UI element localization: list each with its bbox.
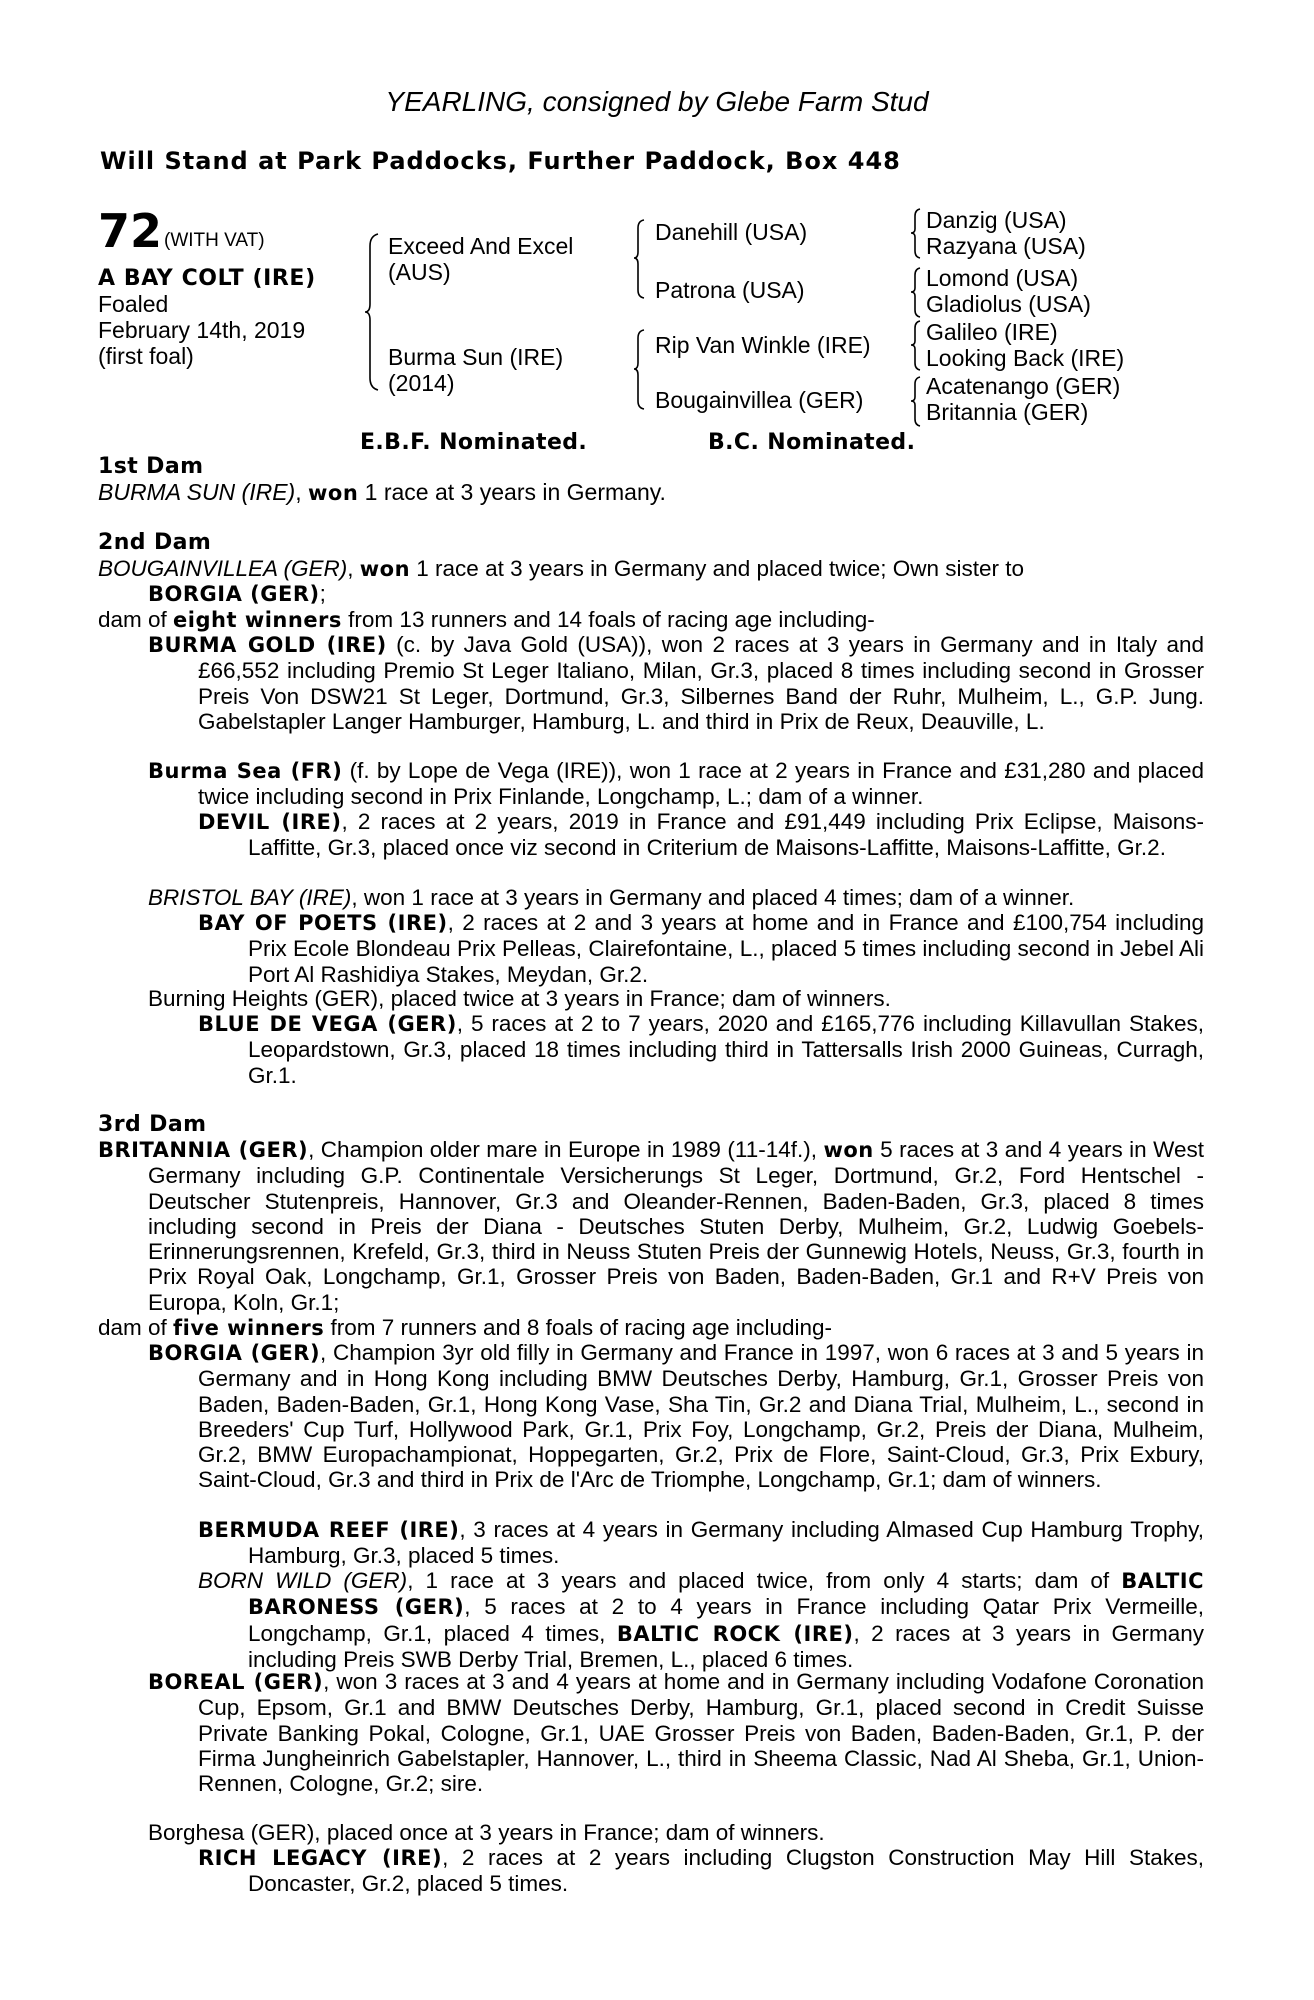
borghesa-text: Borghesa (GER), placed once at 3 years in France; dam of winners. bbox=[148, 1820, 825, 1845]
sire-name: Exceed And Excel bbox=[388, 233, 574, 259]
gp-danzig: Danzig (USA) bbox=[926, 207, 1067, 233]
first-foal-note: (first foal) bbox=[98, 343, 194, 369]
dam-year: (2014) bbox=[388, 370, 455, 396]
second-dam-produce-line bbox=[98, 607, 875, 633]
entry-borghesa bbox=[148, 1820, 1204, 1845]
ebf-nominated: E.B.F. Nominated. bbox=[360, 430, 588, 455]
sire-parents-bracket bbox=[634, 218, 650, 300]
britannia-name: BRITANNIA (GER) bbox=[98, 1138, 309, 1162]
dam-of-suffix: from 13 runners and 14 foals of racing age including- bbox=[341, 607, 875, 632]
gp-bracket-1 bbox=[910, 208, 924, 260]
sire-dam-bracket bbox=[366, 232, 386, 392]
entry-borgia bbox=[148, 1340, 1204, 1493]
dam-dam: Bougainvillea (GER) bbox=[655, 387, 864, 413]
born-wild-text-a: , 1 race at 3 years and placed twice, from only 4 starts; dam of bbox=[407, 1568, 1122, 1593]
bristol-bay-name: BRISTOL BAY (IRE) bbox=[148, 885, 352, 910]
gp-looking-back: Looking Back (IRE) bbox=[926, 345, 1125, 371]
vat-note: (WITH VAT) bbox=[164, 230, 265, 251]
dam-of-prefix-3: dam of bbox=[98, 1315, 174, 1340]
entry-blue-de-vega bbox=[198, 1011, 1204, 1088]
born-wild-text-b: , 5 races at 2 to 4 years in France including Qatar Prix Vermeille, Longchamp, Gr.1, placed 4 times, bbox=[248, 1594, 1204, 1646]
britannia-text-a: , Champion older mare in Europe in 1989 (11-14f.), bbox=[308, 1137, 824, 1162]
eight-winners: eight winners bbox=[173, 608, 342, 632]
own-sister-line: BORGIA (GER); bbox=[148, 581, 326, 606]
gp-galileo: Galileo (IRE) bbox=[926, 319, 1058, 345]
britannia-won: won bbox=[823, 1138, 874, 1162]
sire-country: (AUS) bbox=[388, 259, 451, 285]
dam-of-prefix: dam of bbox=[98, 607, 174, 632]
sire-dam: Patrona (USA) bbox=[655, 277, 805, 303]
first-dam-heading: 1st Dam bbox=[98, 454, 204, 479]
burma-gold-text: (c. by Java Gold (USA)), won 2 races at 3 years in Germany and in Italy and £66,552 including Premio St Leger Italiano, Milan, Gr.3, placed 8 times including second in Grosser Preis Von DSW21 St Leger, Dortmund, Gr.3, Silbernes Band der Ruhr, Mulheim, L., G.P. Jung. Gabelstapler Langer Hamburger, Hamburg, L. and third in Prix de Reux, Deauville, L. bbox=[198, 632, 1205, 734]
burma-sea-name: Burma Sea (FR) bbox=[148, 759, 343, 783]
devil-text: , 2 races at 2 years, 2019 in France and £91,449 including Prix Eclipse, Maisons-Laffitte, Gr.3, placed once viz second in Criterium de Maisons-Laffitte, Maisons-Laffitte, Gr.2. bbox=[248, 809, 1205, 861]
borgia-name: BORGIA (GER) bbox=[148, 1341, 321, 1365]
first-dam-line: BURMA SUN (IRE), won 1 race at 3 years in Germany. bbox=[98, 479, 666, 505]
entry-bristol-bay bbox=[148, 885, 1204, 910]
bermuda-reef-name: BERMUDA REEF (IRE) bbox=[198, 1518, 460, 1542]
second-dam-intro: BOUGAINVILLEA (GER), won 1 race at 3 years in Germany and placed twice; Own sister to bbox=[98, 556, 1025, 581]
entry-burma-sea bbox=[148, 758, 1204, 810]
rich-legacy-text: , 2 races at 2 years including Clugston Construction May Hill Stakes, Doncaster, Gr.2, placed 5 times. bbox=[248, 1845, 1205, 1897]
burma-sea-text: (f. by Lope de Vega (IRE)), won 1 race at 2 years in France and £31,280 and placed twice including second in Prix Finlande, Longchamp, L.; dam of a winner. bbox=[198, 758, 1204, 810]
gp-lomond: Lomond (USA) bbox=[926, 265, 1079, 291]
bc-nominated: B.C. Nominated. bbox=[708, 430, 916, 455]
gp-bracket-4 bbox=[910, 376, 924, 428]
blue-de-vega-name: BLUE DE VEGA (GER) bbox=[198, 1012, 457, 1036]
entry-boreal bbox=[148, 1669, 1204, 1797]
burma-gold-name: BURMA GOLD (IRE) bbox=[148, 633, 387, 657]
third-dam-intro bbox=[98, 1137, 1204, 1315]
entry-born-wild bbox=[198, 1568, 1204, 1672]
second-dam-heading: 2nd Dam bbox=[98, 530, 212, 555]
baltic-baroness-name: BALTIC BARONESS (GER) bbox=[248, 1569, 1204, 1620]
first-dam-rest: 1 race at 3 years in Germany. bbox=[358, 479, 666, 505]
five-winners: five winners bbox=[173, 1316, 325, 1340]
gp-bracket-3 bbox=[910, 320, 924, 372]
entry-bay-of-poets bbox=[198, 910, 1204, 987]
first-dam-won: won bbox=[308, 481, 359, 505]
gp-acatenango: Acatenango (GER) bbox=[926, 373, 1121, 399]
devil-name: DEVIL (IRE) bbox=[198, 810, 342, 834]
dam-sire: Rip Van Winkle (IRE) bbox=[655, 332, 871, 358]
own-sister-name: BORGIA (GER) bbox=[148, 582, 320, 606]
burning-heights-text: Burning Heights (GER), placed twice at 3 years in France; dam of winners. bbox=[148, 986, 891, 1011]
dam-of-suffix-3: from 7 runners and 8 foals of racing age including- bbox=[324, 1315, 833, 1340]
third-dam-produce-line bbox=[98, 1315, 832, 1341]
second-dam-text: 1 race at 3 years in Germany and placed twice; Own sister to bbox=[410, 556, 1025, 581]
britannia-text-b: 5 races at 3 and 4 years in West Germany including G.P. Continentale Versicherungs St Leger, Dortmund, Gr.2, Ford Hentschel - Deutscher Stutenpreis, Hannover, Gr.3 and Oleander-Rennen, Baden-Baden, Gr.3, placed 8 times including second in Preis der Diana - Deutsches Stuten Derby, Mulheim, Gr.2, Ludwig Goebels-Erinnerungsrennen, Krefeld, Gr.3, third in Neuss Stuten Preis der Gunnewig Hotels, Neuss, Gr.3, fourth in Prix Royal Oak, Longchamp, Gr.1, Grosser Preis von Baden, Baden-Baden, Gr.1 and R+V Preis von Europa, Koln, Gr.1; bbox=[148, 1137, 1204, 1315]
foaled-label: Foaled bbox=[98, 291, 169, 317]
sire-sire: Danehill (USA) bbox=[655, 219, 808, 245]
bermuda-reef-text: , 3 races at 4 years in Germany including Almased Cup Hamburg Trophy, Hamburg, Gr.3, placed 5 times. bbox=[248, 1517, 1204, 1569]
entry-burma-gold bbox=[148, 632, 1205, 734]
gp-britannia: Britannia (GER) bbox=[926, 399, 1089, 425]
dam-name: Burma Sun (IRE) bbox=[388, 344, 564, 370]
blue-de-vega-text: , 5 races at 2 to 7 years, 2020 and £165,776 including Killavullan Stakes, Leopardstown, Gr.3, placed 18 times including third in Tattersalls Irish 2000 Guineas, Curragh, Gr.1. bbox=[248, 1011, 1204, 1088]
boreal-name: BOREAL (GER) bbox=[148, 1670, 324, 1694]
consignor-line: YEARLING, consigned by Glebe Farm Stud bbox=[385, 86, 929, 117]
entry-bermuda-reef bbox=[198, 1517, 1204, 1569]
lot-title: A BAY COLT (IRE) bbox=[98, 266, 316, 291]
born-wild-name: BORN WILD (GER) bbox=[198, 1568, 408, 1593]
boreal-text: , won 3 races at 3 and 4 years at home and in Germany including Vodafone Coronation Cup, Epsom, Gr.1 and BMW Deutsches Derby, Hamburg, Gr.1, placed second in Credit Suisse Private Banking Pokal, Cologne, Gr.1, UAE Grosser Preis von Baden, Baden-Baden, Gr.1, P. der Firma Jungheinrich Gabelstapler, Hannover, L., third in Sheema Classic, Nad Al Sheba, Gr.1, Union-Rennen, Cologne, Gr.2; sire. bbox=[198, 1669, 1204, 1797]
gp-gladiolus: Gladiolus (USA) bbox=[926, 291, 1091, 317]
stand-line: Will Stand at Park Paddocks, Further Paddock, Box 448 bbox=[100, 147, 901, 175]
bristol-bay-text: , won 1 race at 3 years in Germany and placed 4 times; dam of a winner. bbox=[351, 885, 1075, 910]
dam-parents-bracket bbox=[634, 328, 650, 412]
first-dam-name: BURMA SUN (IRE) bbox=[98, 479, 296, 505]
born-wild-text-c: , 2 races at 3 years in Germany including Preis SWB Derby Trial, Bremen, L., placed 6 times. bbox=[248, 1620, 1204, 1672]
gp-bracket-2 bbox=[910, 267, 924, 319]
foaled-date: February 14th, 2019 bbox=[98, 317, 306, 343]
borgia-text: , Champion 3yr old filly in Germany and France in 1997, won 6 races at 3 and 5 years in Germany and in Hong Kong including BMW Deutsches Derby, Hamburg, Gr.1, Grosser Preis von Baden, Baden-Baden, Gr.1, Hong Kong Vase, Sha Tin, Gr.2 and Diana Trial, Mulheim, L., second in Breeders' Cup Turf, Hollywood Park, Gr.1, Prix Foy, Longchamp, Gr.2, Preis der Diana, Mulheim, Gr.2, BMW Europachampionat, Hoppegarten, Gr.2, Prix de Flore, Saint-Cloud, Gr.3, Prix Exbury, Saint-Cloud, Gr.3 and third in Prix de l'Arc de Triomphe, Longchamp, Gr.1; dam of winners. bbox=[198, 1340, 1204, 1493]
entry-rich-legacy bbox=[198, 1845, 1205, 1897]
baltic-rock-name: BALTIC ROCK (IRE) bbox=[616, 1621, 854, 1646]
lot-number: 72 bbox=[98, 204, 163, 258]
second-dam-won: won bbox=[359, 557, 411, 581]
second-dam-name: BOUGAINVILLEA (GER) bbox=[98, 556, 348, 581]
entry-devil bbox=[198, 809, 1205, 861]
bay-of-poets-name: BAY OF POETS (IRE) bbox=[198, 911, 448, 935]
gp-razyana: Razyana (USA) bbox=[926, 233, 1086, 259]
entry-burning-heights bbox=[148, 986, 1204, 1011]
rich-legacy-name: RICH LEGACY (IRE) bbox=[198, 1846, 443, 1870]
third-dam-heading: 3rd Dam bbox=[98, 1112, 207, 1137]
bay-of-poets-text: , 2 races at 2 and 3 years at home and in France and £100,754 including Prix Ecole Blondeau Prix Pelleas, Clairefontaine, L., placed 5 times including second in Jebel Ali Port Al Rashidiya Stakes, Meydan, Gr.2. bbox=[248, 910, 1204, 987]
